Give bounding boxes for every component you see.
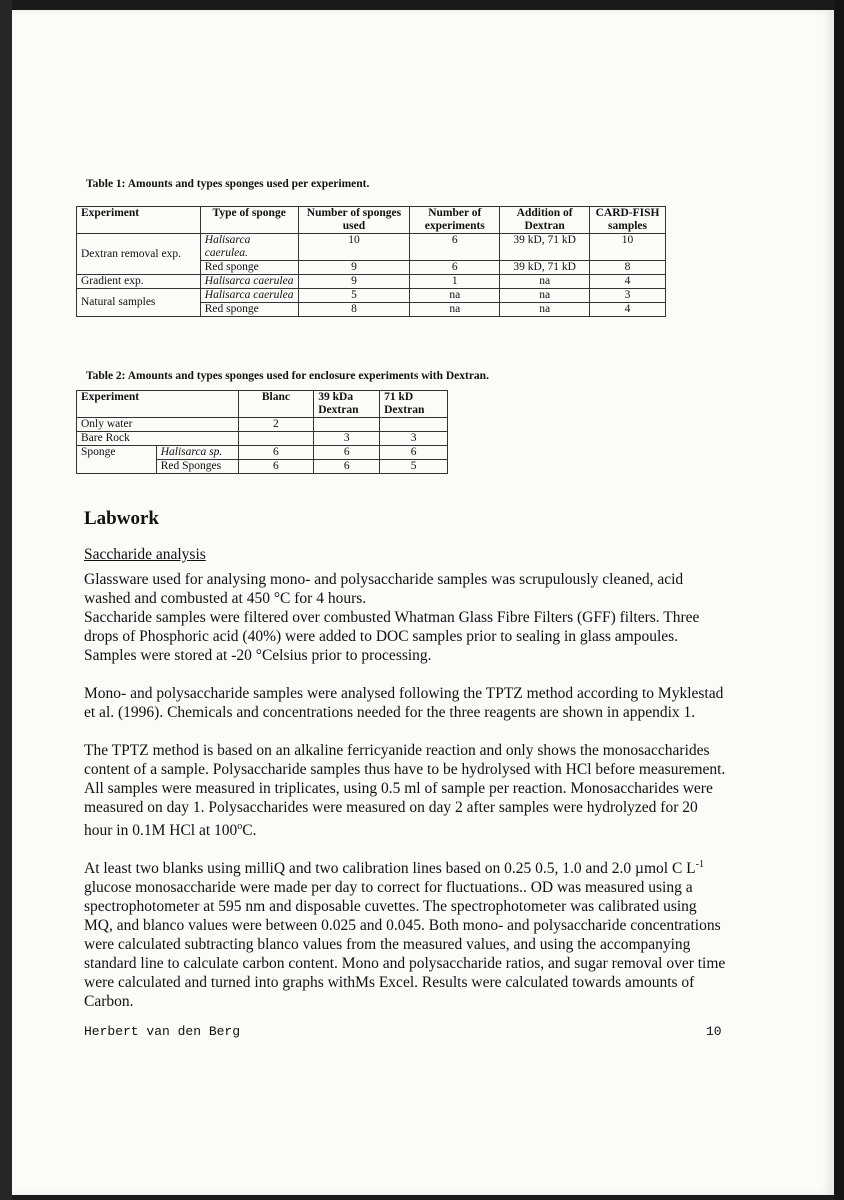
table2-cell <box>314 418 380 432</box>
table1-cell: 6 <box>410 234 500 261</box>
table1-header: Type of sponge <box>200 207 298 234</box>
table1-cell: 9 <box>298 261 410 275</box>
paragraph-text: glucose monosaccharide were made per day to correct for fluctuations.. OD was measured using a spectrophotometer at 595 nm and disposable cuvettes. The spectrophotometer was calibrated using MQ, and blanco values were between 0.025 and 0.045. Both mono- and polysaccharide concentrations were calculated subtracting blanco values from the measured values, and using the accompanying standard line to calculate carbon content. Mono and polysaccharide ratios, and sugar removal over time were calculated and turned into graphs withMs Excel. Results were calculated towards amounts of Carbon. <box>84 879 726 1011</box>
table1-cell: na <box>410 303 500 317</box>
table2-cell: 6 <box>238 446 314 460</box>
table1-cell: 4 <box>590 275 666 289</box>
table2-cell: Halisarca sp. <box>156 446 238 460</box>
footer-author: Herbert van den Berg <box>84 1024 241 1039</box>
table1 <box>76 206 666 317</box>
page-number: 10 <box>706 1024 722 1039</box>
table1-cell: 1 <box>410 275 500 289</box>
table2-header: 39 kDa Dextran <box>314 391 380 418</box>
table1-cell: 8 <box>298 303 410 317</box>
table2-caption: Table 2: Amounts and types sponges used for enclosure experiments with Dextran. <box>86 370 489 382</box>
paragraph: Glassware used for analysing mono- and polysaccharide samples was scrupulously cleaned, acid washed and combusted at 450 °C for 4 hours. <box>84 571 684 607</box>
table1-cell: 6 <box>410 261 500 275</box>
table-row <box>77 432 448 446</box>
table2-cell <box>238 432 314 446</box>
table1-cell: 39 kD, 71 kD <box>500 261 590 275</box>
paragraph: Saccharide samples were filtered over combusted Whatman Glass Fibre Filters (GFF) filters. Three drops of Phosphoric acid (40%) were added to DOC samples prior to sealing in glass ampoules. Samples were stored at -20 °Celsius prior to processing. <box>84 609 700 664</box>
table2-cell: Only water <box>77 418 239 432</box>
table1-cell: 9 <box>298 275 410 289</box>
table2-cell: 6 <box>314 460 380 474</box>
section-title: Labwork <box>84 508 159 529</box>
subsection-title: Saccharide analysis <box>84 546 206 563</box>
paragraph-text: The TPTZ method is based on an alkaline ferricyanide reaction and only shows the monosaccharides content of a sample. Polysaccharide samples thus have to be hydrolysed with HCl before measurement. All samples were measured in triplicates, using 0.5 ml of sample per reaction. Monosaccharides were measured on day 1. Polysaccharides were measured on day 2 after samples were hydrolyzed for 20 hour in 0.1M HCl at 100 <box>84 742 726 840</box>
table-row <box>77 446 448 460</box>
table-row <box>77 418 448 432</box>
table2-header: Blanc <box>238 391 314 418</box>
page-left-edge <box>0 0 12 1200</box>
table1-header: Experiment <box>77 207 201 234</box>
table1-header: Number of experiments <box>410 207 500 234</box>
table1-cell: Dextran removal exp. <box>77 234 201 275</box>
table1-header-row <box>77 207 666 234</box>
table2-cell: Sponge <box>77 446 157 474</box>
table1-cell: na <box>500 289 590 303</box>
table1-header: Addition of Dextran <box>500 207 590 234</box>
table2-header: Experiment <box>77 391 239 418</box>
table1-cell: Halisarca caerulea. <box>200 234 298 261</box>
table1-cell: 4 <box>590 303 666 317</box>
page-right-edge <box>834 0 844 1200</box>
table-row <box>77 289 666 303</box>
table2 <box>76 390 448 474</box>
table1-header: Number of sponges used <box>298 207 410 234</box>
table1-cell: Red sponge <box>200 261 298 275</box>
table-row <box>77 234 666 261</box>
table1-header: CARD-FISH samples <box>590 207 666 234</box>
paragraph: Mono- and polysaccharide samples were analysed following the TPTZ method according to Myklestad et al. (1996). Chemicals and concentrations needed for the three reagents are shown in appendix 1. <box>84 685 724 721</box>
table1-cell: Halisarca caerulea <box>200 275 298 289</box>
table2-cell: 3 <box>380 432 448 446</box>
paragraph <box>84 855 729 1011</box>
superscript: -1 <box>695 859 704 870</box>
table1-cell: 10 <box>590 234 666 261</box>
table2-cell <box>380 418 448 432</box>
table1-cell: 8 <box>590 261 666 275</box>
table2-header-row <box>77 391 448 418</box>
table-row <box>77 275 666 289</box>
table1-cell: 39 kD, 71 kD <box>500 234 590 261</box>
table1-cell: 3 <box>590 289 666 303</box>
table1-cell: Gradient exp. <box>77 275 201 289</box>
table2-cell: 5 <box>380 460 448 474</box>
table1-cell: Halisarca caerulea <box>200 289 298 303</box>
table2-cell: Red Sponges <box>156 460 238 474</box>
table2-cell: Bare Rock <box>77 432 239 446</box>
table1-caption: Table 1: Amounts and types sponges used per experiment. <box>86 178 370 190</box>
table1-cell: 10 <box>298 234 410 261</box>
paragraph <box>84 741 729 840</box>
table1-cell: na <box>500 275 590 289</box>
table2-cell: 3 <box>314 432 380 446</box>
paragraph-text: C. <box>242 822 257 840</box>
table2-cell: 6 <box>314 446 380 460</box>
table1-cell: na <box>410 289 500 303</box>
table2-cell: 6 <box>238 460 314 474</box>
table1-cell: na <box>500 303 590 317</box>
table2-cell: 2 <box>238 418 314 432</box>
table1-cell: Natural samples <box>77 289 201 317</box>
table1-cell: 5 <box>298 289 410 303</box>
paragraph-text: At least two blanks using milliQ and two calibration lines based on 0.25 0.5, 1.0 and 2.0 µmol C L <box>84 860 696 878</box>
table1-cell: Red sponge <box>200 303 298 317</box>
degree-superscript: o <box>237 821 243 832</box>
table2-cell: 6 <box>380 446 448 460</box>
table2-header: 71 kD Dextran <box>380 391 448 418</box>
